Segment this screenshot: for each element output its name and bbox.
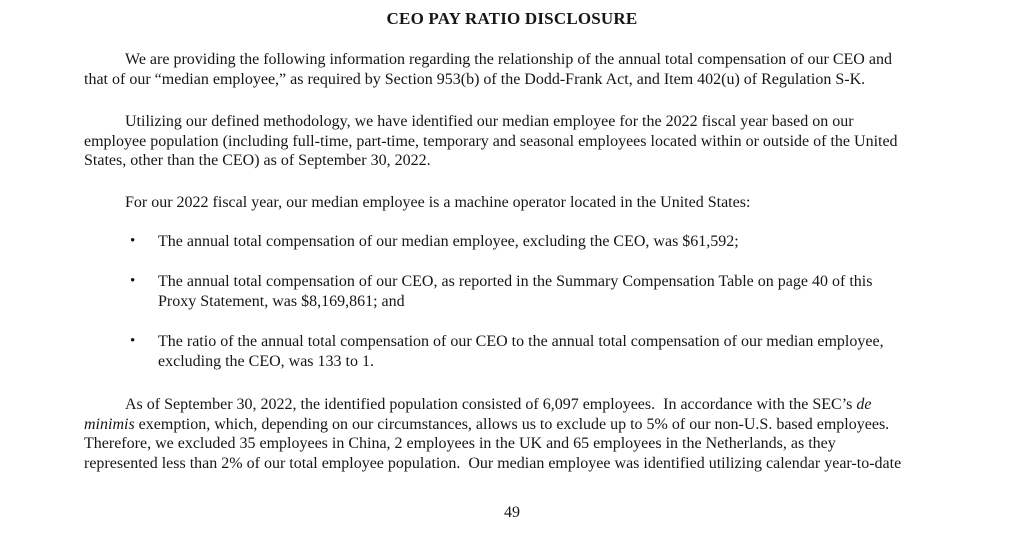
bullet-marker: • — [130, 333, 136, 349]
page-number: 49 — [504, 504, 520, 521]
paragraph-line: We are providing the following information regarding the relationship of the annual total compensation of our CEO and — [125, 51, 892, 68]
italic-text: minimis — [84, 415, 135, 433]
paragraph-line: represented less than 2% of our total employee population. Our median employee was identified utilizing calendar year-to-date — [84, 454, 902, 472]
bullet-line: The annual total compensation of our median employee, excluding the CEO, was $61,592; — [158, 233, 739, 250]
paragraph-3 — [84, 193, 954, 213]
paragraph-1 — [84, 50, 954, 89]
bullet-line: The annual total compensation of our CEO, as reported in the Summary Compensation Table on page 40 of this — [158, 273, 873, 290]
paragraph-line: employee population (including full-time, part-time, temporary and seasonal employees located within or outside of the United — [84, 132, 898, 150]
bullet-item-ceo-compensation — [84, 272, 954, 311]
bullet-item-pay-ratio — [84, 332, 954, 371]
paragraph-line — [84, 395, 954, 415]
paragraph-line: States, other than the CEO) as of September 30, 2022. — [84, 152, 431, 169]
paragraph-line: Utilizing our defined methodology, we have identified our median employee for the 2022 fiscal year based on our — [125, 113, 854, 130]
paragraph-2 — [84, 112, 954, 171]
bullet-item-median-employee-compensation — [84, 232, 954, 252]
paragraph-line: Therefore, we excluded 35 employees in China, 2 employees in the UK and 65 employees in the Netherlands, as they — [84, 435, 836, 452]
bullet-marker: • — [130, 273, 136, 289]
paragraph-text: As of September 30, 2022, the identified population consisted of 6,097 employees. In accordance with the SEC’s — [125, 396, 857, 413]
page-title: CEO PAY RATIO DISCLOSURE — [386, 9, 638, 28]
paragraph-text: exemption, which, depending on our circumstances, allows us to exclude up to 5% of our non-U.S. based employees. — [134, 415, 890, 433]
bullet-line: Proxy Statement, was $8,169,861; and — [158, 292, 405, 310]
paragraph-line: that of our “median employee,” as required by Section 953(b) of the Dodd-Frank Act, and Item 402(u) of Regulation S-K. — [84, 70, 866, 88]
paragraph-4 — [84, 395, 954, 473]
italic-text: de — [856, 396, 872, 413]
paragraph-line — [84, 415, 954, 435]
bullet-line: excluding the CEO, was 133 to 1. — [158, 352, 374, 370]
bullet-marker: • — [130, 233, 136, 249]
bullet-line: The ratio of the annual total compensation of our CEO to the annual total compensation of our median employee, — [158, 333, 884, 350]
paragraph-line: For our 2022 fiscal year, our median employee is a machine operator located in the United States: — [125, 194, 751, 211]
